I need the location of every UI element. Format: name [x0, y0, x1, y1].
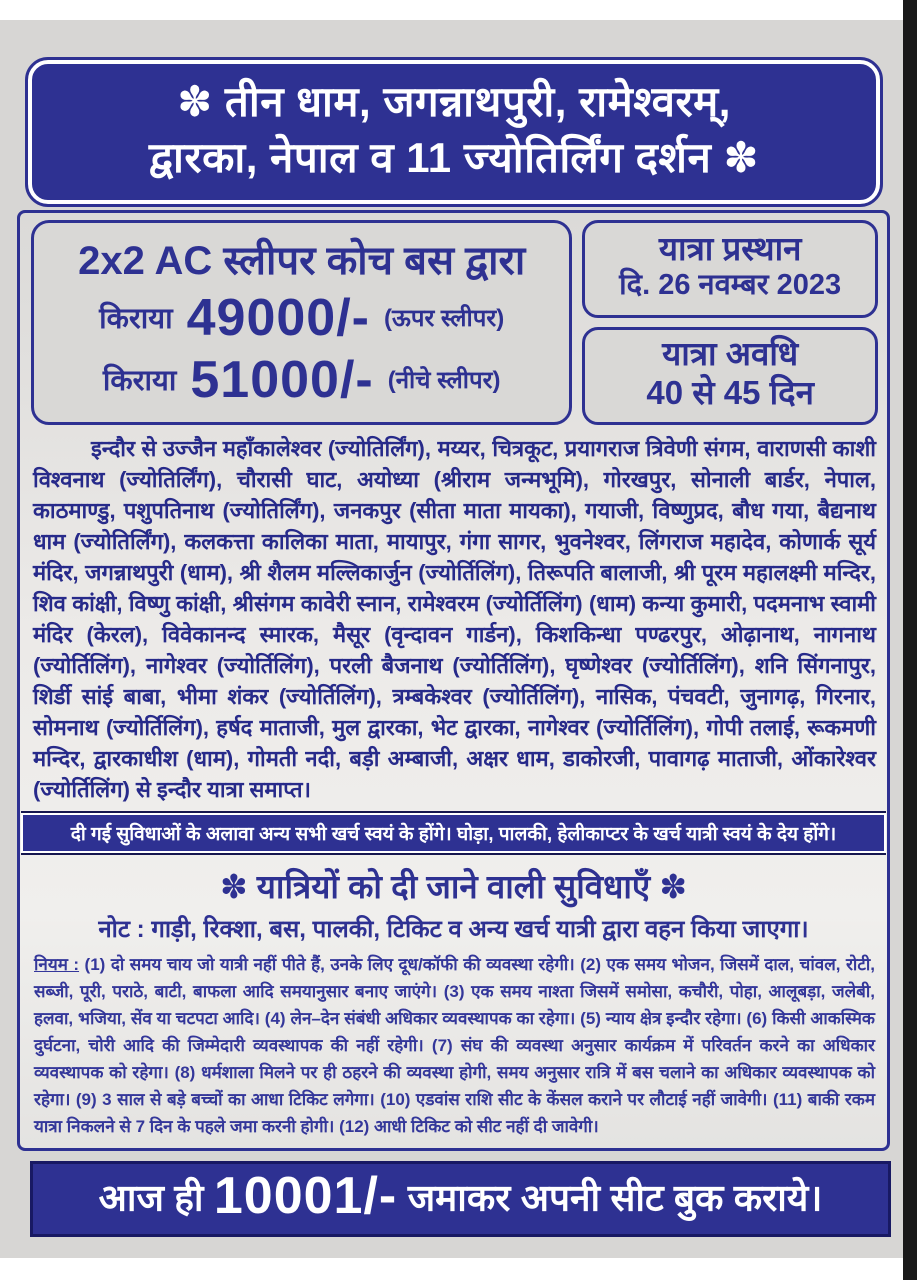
rules-paragraph: [34, 951, 875, 1140]
facilities-heading: ✽ यात्रियों को दी जाने वाली सुविधाएँ ✽: [219, 867, 688, 905]
rules-label: नियम :: [34, 954, 80, 974]
fare-note: (ऊपर स्लीपर): [383, 305, 505, 333]
departure-date: दि. 26 नवम्बर 2023: [619, 269, 842, 302]
duration-box: [582, 327, 878, 425]
main-frame: [17, 210, 890, 1151]
title-line-2: द्वारका, नेपाल व 11 ज्योतिर्लिंग दर्शन ✽: [148, 133, 760, 181]
fare-row-upper: [38, 288, 565, 348]
duration-title: यात्रा अवधि: [662, 334, 799, 372]
departure-box: [582, 220, 878, 318]
fare-amount: 51000/-: [190, 350, 374, 409]
fare-label: किराया: [102, 365, 177, 398]
booking-banner: [30, 1161, 891, 1237]
note-line: नोट : गाड़ी, रिक्शा, बस, पालकी, टिकिट व अन्य खर्च यात्री द्वारा वहन किया जाएगा।: [98, 915, 809, 943]
expense-disclaimer-banner: दी गई सुविधाओं के अलावा अन्य सभी खर्च स्वयं के होंगे। घोड़ा, पालकी, हेलीकाप्टर के खर्च यात्री स्वयं के देय होंगे।: [21, 811, 886, 855]
departure-title: यात्रा प्रस्थान: [658, 230, 802, 268]
fare-box: [31, 220, 572, 425]
title-line-1: ✽ तीन धाम, जगन्नाथपुरी, रामेश्वरम्,: [177, 78, 731, 125]
booking-amount: 10001/-: [213, 1166, 398, 1225]
fare-and-schedule-row: [31, 220, 878, 425]
flyer-sheet: [0, 20, 903, 1258]
itinerary-paragraph: इन्दौर से उज्जैन महाँकालेश्वर (ज्योतिर्लिंग), मय्यर, चित्रकूट, प्रयागराज त्रिवेणी संगम, वाराणसी काशी विश्वनाथ (ज्योतिर्लिंग), चौरासी घाट, अयोध्या (श्रीराम जन्मभूमि), गोरखपुर, सोनाली बार्डर, नेपाल, काठमाण्डु, पशुपतिनाथ (ज्योतिर्लिंग), जनकपुर (सीता माता मायका), गयाजी, विष्णुप्रद, बौध गया, बैद्यनाथ धाम (ज्योतिर्लिंग), कलकत्ता कालिका माता, मायापुर, गंगा सागर, भुवनेश्वर, लिंगराज महादेव, कोणार्क सूर्य मंदिर, जगन्नाथपुरी (धाम), श्री शैलम मल्लिकार्जुन (ज्योर्तिलिंग), तिरूपति बालाजी, श्री पूरम महालक्ष्मी मन्दिर, शिव कांक्षी, विष्णु कांक्षी, श्रीसंगम कावेरी स्नान, रामेश्वरम (ज्योर्तिलिंग) (धाम) कन्या कुमारी, पदमनाभ स्वामी मंदिर (केरल), विवेकानन्द स्मारक, मैसूर (वृन्दावन गार्डन), किशकिन्धा पण्ढरपुर, ओढ़ानाथ, नागनाथ (ज्योर्तिलिंग), नागेश्वर (ज्योर्तिलिंग), परली बैजनाथ (ज्योर्तिलिंग), घृष्णेश्वर (ज्योर्तिलिंग), शनि सिंगनापुर, शिर्डी सांई बाबा, भीमा शंकर (ज्योर्तिलिंग), त्रम्बकेश्वर (ज्योर्तिलिंग), नासिक, पंचवटी, जुनागढ़, गिरनार, सोमनाथ (ज्योर्तिलिंग), हर्षद माताजी, मुल द्वारका, भेट द्वारका, नागेश्वर (ज्योर्तिलिंग), गोपी तलाई, रूकमणी मन्दिर, द्वारकाधीश (धाम), गोमती नदी, बड़ी अम्बाजी, अक्षर धाम, डाकोरजी, पावागढ़ माताजी, ओंकारेश्वर (ज्योर्तिलिंग) से इन्दौर यात्रा समाप्त।: [33, 435, 876, 802]
rules-text: (1) दो समय चाय जो यात्री नहीं पीते हैं, उनके लिए दूध/कॉफी की व्यवस्था रहेगी। (2) एक समय भोजन, जिसमें दाल, चांवल, रोटी, सब्जी, पूरी, पराठे, बाटी, बाफला आदि समयानुसार बनाए जाएंगे। (3) एक समय नाश्ता जिसमें समोसा, कचौरी, पोहा, आलूबड़ा, जलेबी, हलवा, भजिया, सेंव या चटपटा आदि। (4) लेन–देन संबंधी अधिकार व्यवस्थापक का रहेगा। (5) न्याय क्षेत्र इन्दौर रहेगा। (6) किसी आकस्मिक दुर्घटना, चोरी आदि की जिम्मेदारी व्यवस्थापक की नहीं रहेगी। (7) संघ की व्यवस्था अनुसार कार्यक्रम में परिवर्तन करने का अधिकार व्यवस्थापक को रहेगा। (8) धर्मशाला मिलने पर ही ठहरने की व्यवस्था होगी, समय अनुसार रात्रि में बस चलाने का अधिकार व्यवस्थापक को रहेगा। (9) 3 साल से बड़े बच्चों का आधा टिकिट लगेगा। (10) एडवांस राशि सीट के केंसल कराने पर लौटाई नहीं जावेगी। (11) बाकी रकम यात्रा निकलने से 7 दिन के पहले जमा करनी होगी। (12) आधी टिकिट को सीट नहीं दी जावेगी।: [34, 954, 876, 1136]
fare-label: किराया: [99, 303, 173, 336]
duration-days: 40 से 45 दिन: [646, 373, 814, 411]
booking-prefix: आज ही: [98, 1177, 204, 1219]
fare-amount: 49000/-: [186, 288, 370, 347]
title-banner: [28, 60, 880, 204]
schedule-column: [582, 220, 878, 425]
bus-type-heading: 2x2 AC स्लीपर कोच बस द्वारा: [78, 238, 526, 283]
booking-suffix: जमाकर अपनी सीट बुक कराये।: [407, 1177, 823, 1219]
fare-note: (नीचे स्लीपर): [387, 367, 501, 395]
fare-row-lower: [38, 350, 565, 410]
photo-edge-black-bar: [903, 0, 917, 1280]
